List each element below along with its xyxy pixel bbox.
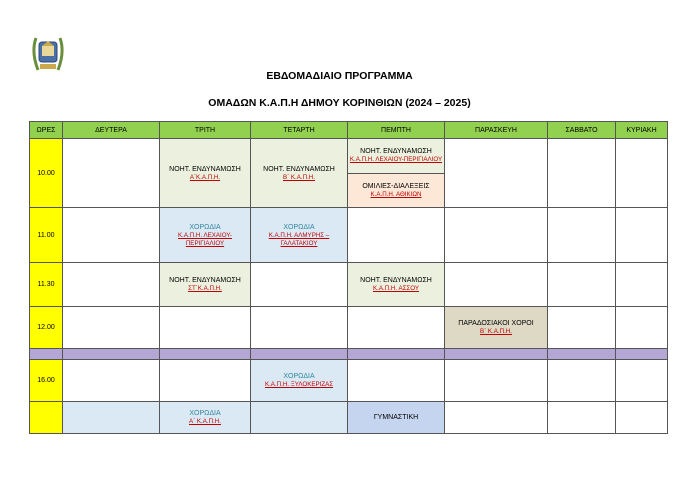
empty-cell bbox=[160, 360, 251, 402]
empty-cell bbox=[251, 263, 348, 307]
empty-cell bbox=[548, 307, 616, 349]
table-row bbox=[30, 263, 668, 307]
laurel-right bbox=[58, 38, 62, 70]
weekly-schedule-table bbox=[29, 121, 668, 434]
activity-name: ΝΟΗΤ. ΕΝΔΥΝΑΜΩΣΗ bbox=[169, 277, 241, 284]
empty-cell bbox=[63, 208, 160, 263]
time-cell: 11.30 bbox=[30, 263, 63, 307]
activity-name: ΧΟΡΩΔΙΑ bbox=[283, 223, 315, 231]
empty-cell bbox=[548, 208, 616, 263]
header-row bbox=[30, 122, 668, 139]
time-cell bbox=[30, 402, 63, 434]
empty-cell bbox=[251, 307, 348, 349]
activity-cell bbox=[251, 208, 348, 263]
activity-name: ΧΟΡΩΔΙΑ bbox=[189, 223, 221, 231]
activity-name: ΓΥΜΝΑΣΤΙΚΗ bbox=[373, 414, 419, 421]
column-header-tuesday: ΤΡΙΤΗ bbox=[160, 122, 251, 139]
activity-location: Κ.Α.Π.Η. ΑΛΜΥΡΗΣ – ΓΑΛΑΤΑΚΙΟΥ bbox=[268, 231, 330, 247]
activity-name: ΝΟΗΤ. ΕΝΔΥΝΑΜΩΣΗ bbox=[263, 165, 335, 173]
activity-location: Β΄ Κ.Α.Π.Η. bbox=[480, 328, 512, 335]
column-header-wednesday: ΤΕΤΑΡΤΗ bbox=[251, 122, 348, 139]
empty-cell bbox=[348, 307, 445, 349]
activity-cell bbox=[348, 139, 444, 174]
document-subtitle: ΟΜΑΔΩΝ Κ.Α.Π.Η ΔΗΜΟΥ ΚΟΡΙΝΘΙΩΝ (2024 – 2025) bbox=[208, 97, 471, 109]
column-header-sunday: ΚΥΡΙΑΚΗ bbox=[616, 122, 668, 139]
empty-cell bbox=[548, 139, 616, 208]
activity-location: Α΄ Κ.Α.Π.Η. bbox=[189, 418, 221, 425]
empty-cell bbox=[63, 402, 160, 434]
empty-cell bbox=[616, 402, 668, 434]
activity-location: Κ.Α.Π.Η. ΑΣΣΟΥ bbox=[373, 285, 419, 292]
empty-cell bbox=[616, 263, 668, 307]
empty-cell bbox=[445, 208, 548, 263]
time-cell: 10.00 bbox=[30, 139, 63, 208]
activity-location: Κ.Α.Π.Η. ΑΘΙΚΙΩΝ bbox=[370, 190, 422, 198]
activity-name: ΧΟΡΩΔΙΑ bbox=[189, 410, 221, 417]
time-cell: 11.00 bbox=[30, 208, 63, 263]
empty-cell bbox=[251, 402, 348, 434]
activity-name: ΠΑΡΑΔΟΣΙΑΚΟΙ ΧΟΡΟΙ bbox=[458, 320, 534, 327]
activity-cell bbox=[160, 263, 251, 307]
empty-cell bbox=[548, 263, 616, 307]
activity-location: Κ.Α.Π.Η. ΛΕΧΑΙΟΥ-ΠΕΡΙΓΙΑΛΙΟΥ bbox=[349, 156, 443, 164]
activity-location: Β΄ Κ.Α.Π.Η. bbox=[283, 173, 315, 181]
column-header-monday: ΔΕΥΤΕΡΑ bbox=[63, 122, 160, 139]
activity-cell bbox=[348, 174, 444, 208]
split-activity-cell bbox=[348, 139, 445, 208]
activity-cell bbox=[160, 139, 251, 208]
empty-cell bbox=[63, 263, 160, 307]
activity-cell bbox=[251, 360, 348, 402]
empty-cell bbox=[445, 360, 548, 402]
column-header-thursday: ΠΕΜΠΤΗ bbox=[348, 122, 445, 139]
activity-location: Κ.Α.Π.Η. ΞΥΛΟΚΕΡΙΖΑΣ bbox=[264, 381, 334, 388]
empty-cell bbox=[548, 402, 616, 434]
document-title: ΕΒΔΟΜΑΔΙΑΙΟ ΠΡΟΓΡΑΜΜΑ bbox=[266, 70, 413, 82]
empty-cell bbox=[63, 307, 160, 349]
table-row bbox=[30, 307, 668, 349]
empty-cell bbox=[63, 360, 160, 402]
empty-cell bbox=[63, 139, 160, 208]
empty-cell bbox=[160, 307, 251, 349]
empty-cell bbox=[445, 263, 548, 307]
empty-cell bbox=[445, 139, 548, 208]
empty-cell bbox=[445, 402, 548, 434]
table-row bbox=[30, 360, 668, 402]
activity-cell bbox=[348, 402, 445, 434]
activity-location: Κ.Α.Π.Η. ΛΕΧΑΙΟΥ-ΠΕΡΙΓΙΑΛΙΟΥ bbox=[178, 231, 232, 247]
table-row bbox=[30, 402, 668, 434]
empty-cell bbox=[616, 307, 668, 349]
column-header-friday: ΠΑΡΑΣΚΕΥΗ bbox=[445, 122, 548, 139]
activity-name: ΝΟΗΤ. ΕΝΔΥΝΑΜΩΣΗ bbox=[360, 148, 432, 156]
time-cell: 16.00 bbox=[30, 360, 63, 402]
empty-cell bbox=[348, 208, 445, 263]
column-header-saturday: ΣΑΒΒΑΤΟ bbox=[548, 122, 616, 139]
empty-cell bbox=[616, 208, 668, 263]
empty-cell bbox=[616, 139, 668, 208]
activity-name: ΝΟΗΤ. ΕΝΔΥΝΑΜΩΣΗ bbox=[169, 165, 241, 173]
activity-name: ΟΜΙΛΙΕΣ-ΔΙΑΛΕΞΕΙΣ bbox=[362, 182, 430, 190]
table-row bbox=[30, 139, 668, 208]
activity-cell bbox=[251, 139, 348, 208]
empty-cell bbox=[348, 360, 445, 402]
activity-location: ΣΤ΄Κ.Α.Π.Η. bbox=[188, 285, 222, 292]
empty-cell bbox=[616, 360, 668, 402]
table-row bbox=[30, 208, 668, 263]
activity-cell bbox=[445, 307, 548, 349]
empty-cell bbox=[548, 360, 616, 402]
activity-cell bbox=[348, 263, 445, 307]
activity-name: ΧΟΡΩΔΙΑ bbox=[283, 373, 315, 380]
activity-name: ΝΟΗΤ. ΕΝΔΥΝΑΜΩΣΗ bbox=[360, 277, 432, 284]
time-cell: 12.00 bbox=[30, 307, 63, 349]
laurel-left bbox=[34, 38, 38, 70]
separator-row bbox=[30, 349, 668, 360]
activity-cell bbox=[160, 402, 251, 434]
activity-cell bbox=[160, 208, 251, 263]
column-header-hours: ΩΡΕΣ bbox=[30, 122, 63, 139]
activity-location: Α΄Κ.Α.Π.Η. bbox=[189, 173, 221, 181]
